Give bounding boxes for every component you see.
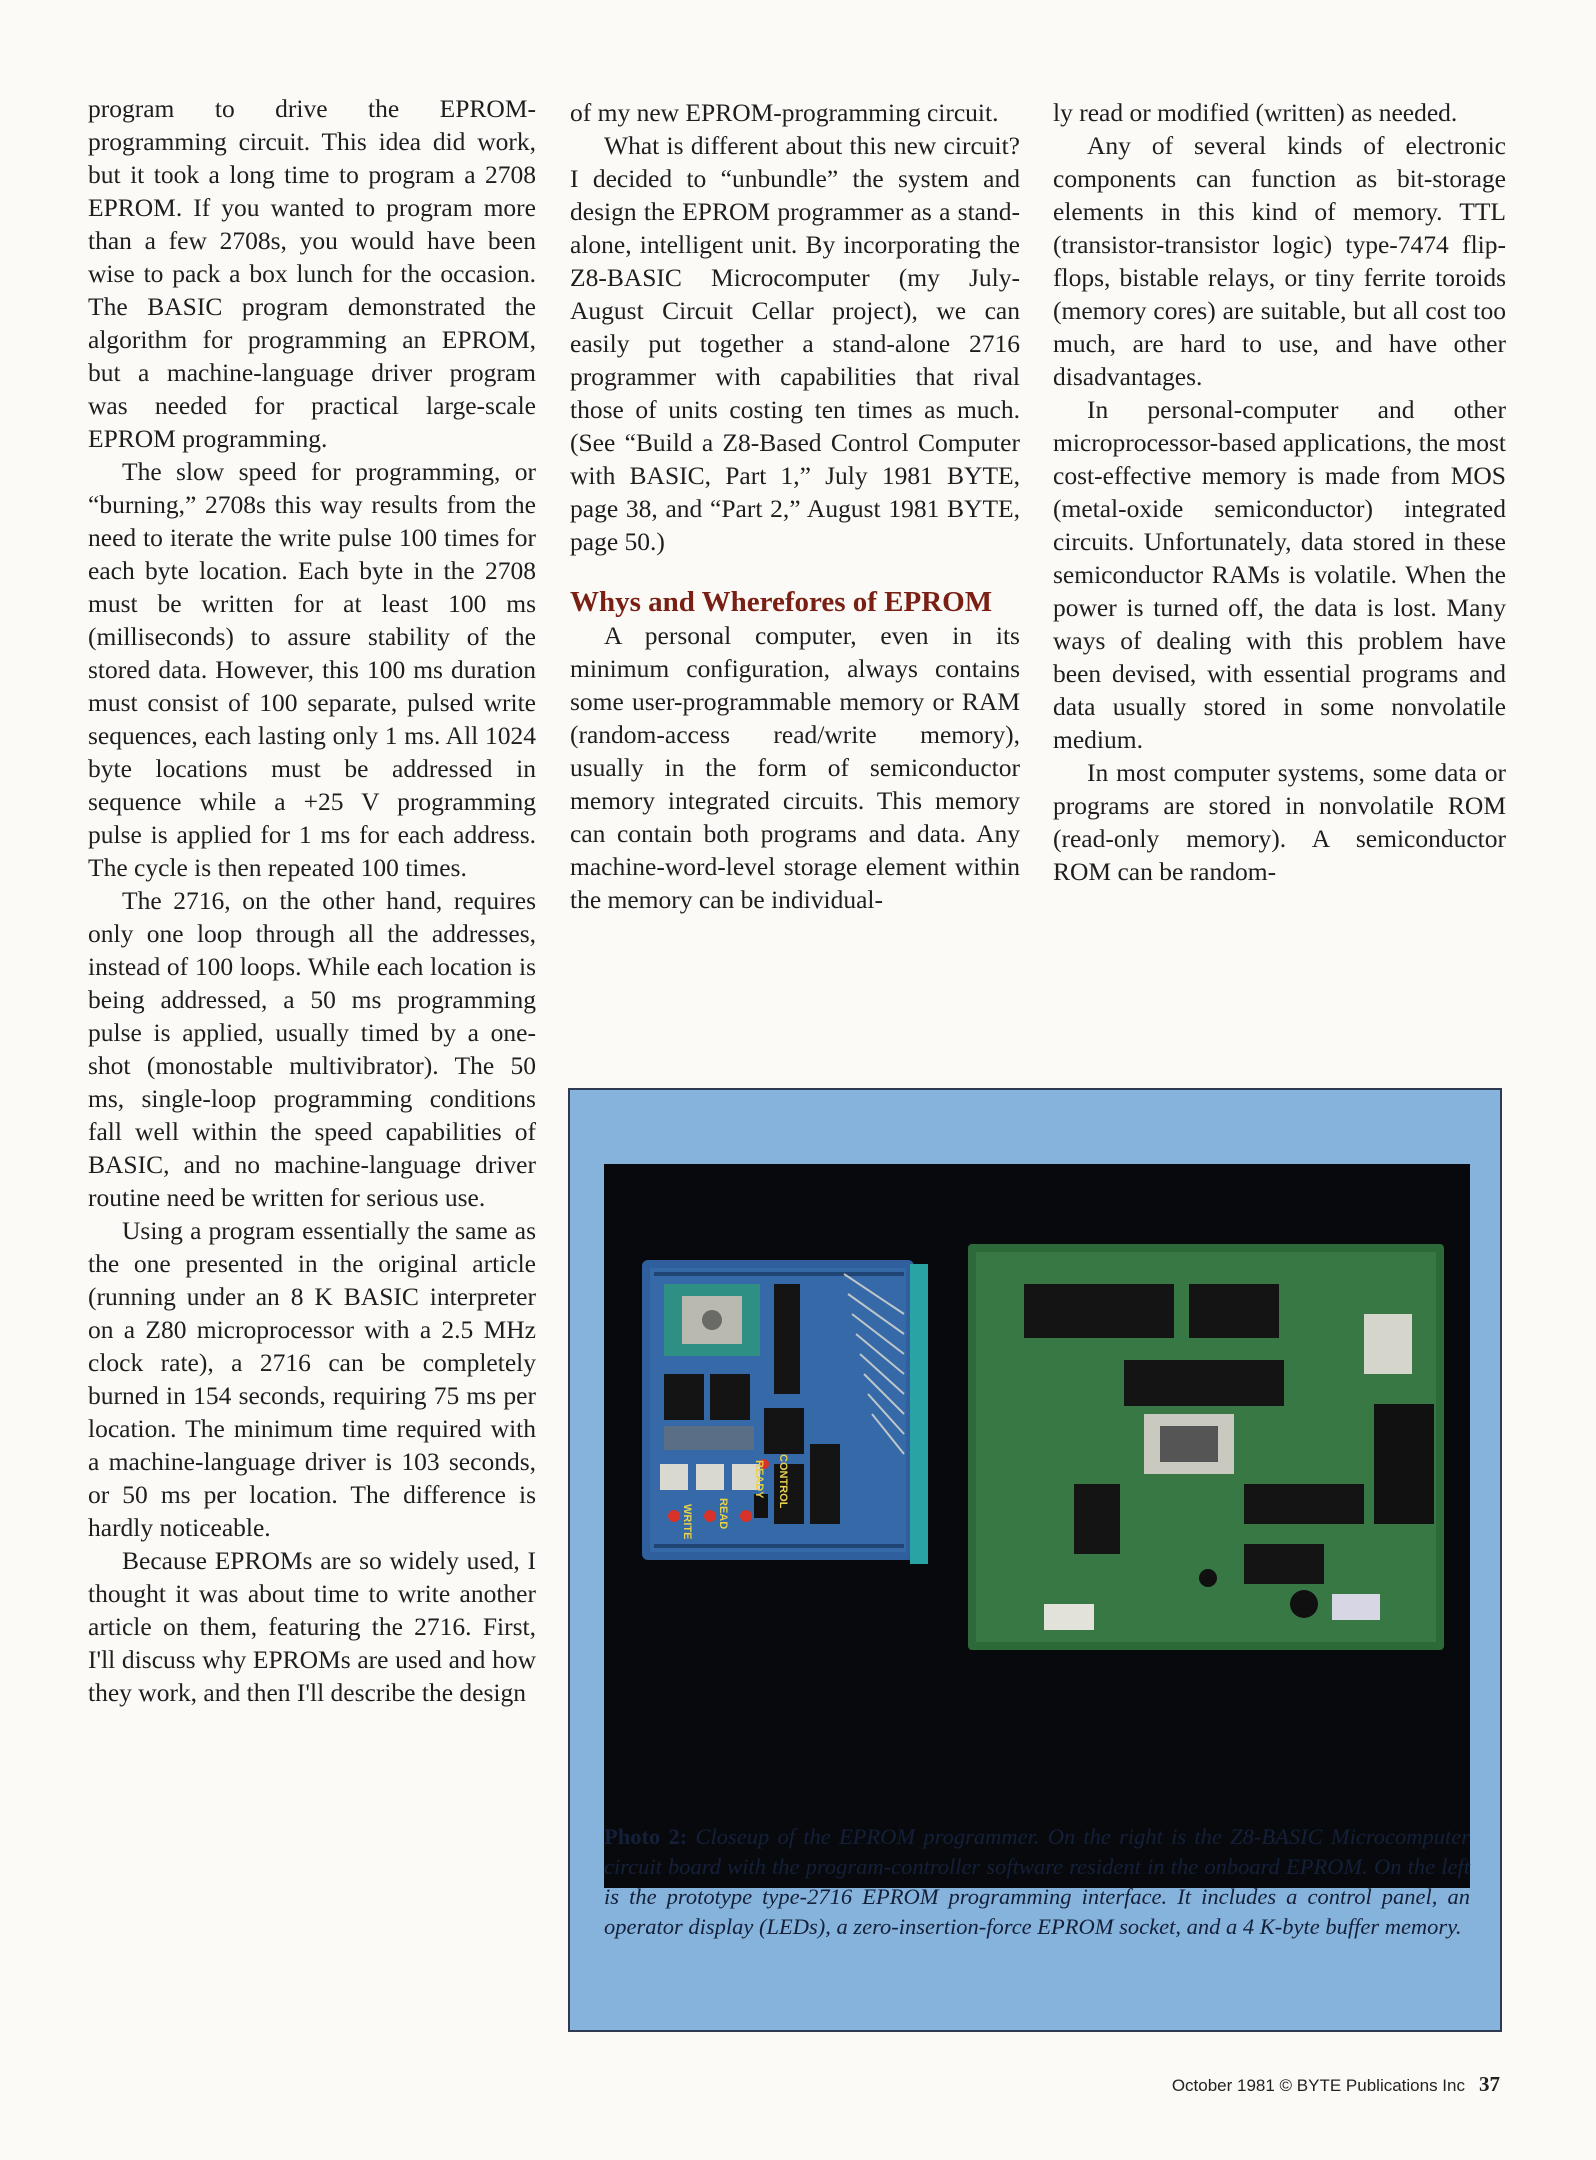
prototype-board — [642, 1260, 914, 1560]
label-ready: READY — [753, 1460, 765, 1499]
paragraph: A personal computer, even in its minimum configuration, always contains some user-programmable memory or RAM (random-access read/write memory), usually in the form of semiconductor memory integrated circuits. This memory can contain both programs and data. Any machine-word-level storage element within the memory can be individual- — [570, 621, 1020, 914]
eprom-programmer-photo — [604, 1164, 1470, 1888]
paragraph: The slow speed for programming, or “burning,” 2708s this way results from the need to iterate the write pulse 100 times for each byte location. Each byte in the 2708 must be written for at least 100 ms (milliseconds) to assure stability of the stored data. However, this 100 ms duration must consist of 100 separate, pulsed write sequences, each lasting only 1 ms. All 1024 byte locations must be addressed in sequence while a +25 V programming pulse is applied for 1 ms for each address. The cycle is then repeated 100 times. — [88, 457, 536, 882]
figure-caption — [604, 1822, 1470, 1942]
paragraph: The 2716, on the other hand, requires only one loop through all the addresses, instead of 100 loops. While each location is being addressed, a 50 ms programming pulse is applied, usually timed by a one-shot (monostable multivibrator). The 50 ms, single-loop programming conditions fall well within the speed capabilities of BASIC, and no machine-language driver routine need be written for serious use. — [88, 886, 536, 1212]
paragraph: In personal-computer and other microprocessor-based applications, the most cost-effective memory is made from MOS (metal-oxide semiconductor) integrated circuits. Unfortunately, data stored in these semiconductor RAMs is volatile. When the power is turned off, the data is lost. Many ways of dealing with this problem have been devised, with essential programs and data usually stored in some nonvolatile medium. — [1053, 395, 1506, 754]
edge-connector — [910, 1264, 928, 1564]
paragraph: What is different about this new circuit? I decided to “unbundle” the system and design the EPROM programmer as a stand-alone, intelligent unit. By incorporating the Z8-BASIC Microcomputer (my July-August Circuit Cellar project), we can easily put together a stand-alone 2716 programmer with capabilities that rival those of units costing ten times as much. (See “Build a Z8-Based Control Computer with BASIC, Part 1,” July 1981 BYTE, page 38, and “Part 2,” August 1981 BYTE, page 50.) — [570, 131, 1020, 556]
caption-lead: Photo 2: — [604, 1824, 688, 1849]
page-footer — [1172, 2072, 1500, 2097]
paragraph: Because EPROMs are so widely used, I thought it was about time to write another article on them, featuring the 2716. First, I'll discuss why EPROMs are used and how they work, and then I'll describe the design — [88, 1546, 536, 1707]
text-column-3 — [1053, 96, 1506, 888]
label-read: READ — [717, 1498, 729, 1530]
paragraph: ly read or modified (written) as needed. — [1053, 98, 1458, 127]
page-number: 37 — [1479, 2072, 1500, 2096]
text-column-2 — [570, 96, 1020, 916]
text-column-1 — [88, 92, 536, 1709]
figure-photo-2 — [568, 1088, 1502, 2032]
caption-text: Closeup of the EPROM programmer. On the right is the Z8-BASIC Microcomputer circuit board with the program-controller software resident in the onboard EPROM. On the left is the prototype type-2716 EPROM programming interface. It includes a control panel, an operator display (LEDs), a zero-insertion-force EPROM socket, and a 4 K-byte buffer memory. — [604, 1824, 1470, 1939]
section-heading: Whys and Wherefores of EPROM — [570, 586, 993, 618]
footer-credit: October 1981 © BYTE Publications Inc — [1171, 2076, 1465, 2095]
paragraph: of my new EPROM-programming circuit. — [570, 98, 999, 127]
paragraph: program to drive the EPROM-programming circuit. This idea did work, but it took a long time to program a 2708 EPROM. If you wanted to program more than a few 2708s, you would have been wise to pack a box lunch for the occasion. The BASIC program demonstrated the algorithm for programming an EPROM, but a machine-language driver program was needed for practical large-scale EPROM programming. — [88, 94, 536, 453]
circuit-boards-illustration — [604, 1164, 1470, 1888]
paragraph: In most computer systems, some data or programs are stored in nonvolatile ROM (read-only memory). A semiconductor ROM can be random- — [1053, 758, 1506, 886]
label-write: WRITE — [681, 1504, 693, 1540]
z8-basic-board — [968, 1244, 1444, 1650]
label-control: CONTROL — [777, 1454, 789, 1509]
paragraph: Using a program essentially the same as the one presented in the original article (running under an 8 K BASIC interpreter on a Z80 microprocessor with a 2.5 MHz clock rate), a 2716 can be completely burned in 154 seconds, requiring 75 ms per location. The minimum time required with a machine-language driver is 103 seconds, or 50 ms per location. The difference is hardly noticeable. — [88, 1216, 536, 1542]
paragraph: Any of several kinds of electronic components can function as bit-storage elements in this kind of memory. TTL (transistor-transistor logic) type-7474 flip-flops, bistable relays, or tiny ferrite toroids (memory cores) are suitable, but all cost too much, are hard to use, and have other disadvantages. — [1053, 131, 1506, 391]
